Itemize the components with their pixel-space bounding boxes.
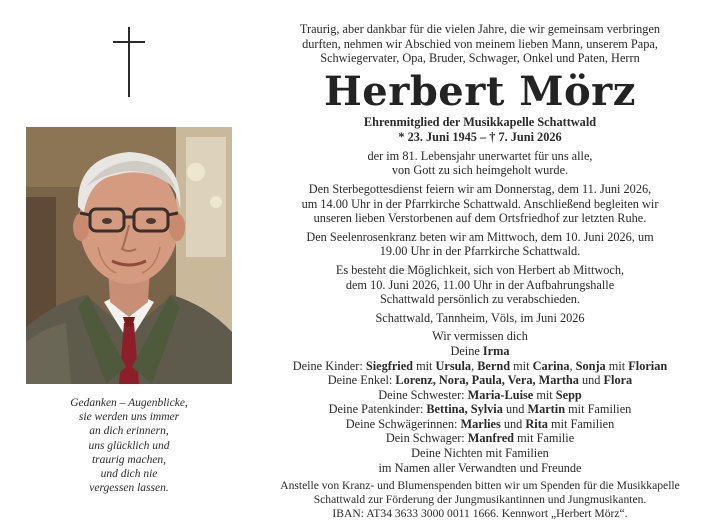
mourner-nieces: Deine Nichten mit Familien — [411, 446, 549, 461]
poem — [26, 396, 232, 495]
donation-text — [262, 479, 698, 521]
rosary-text — [262, 230, 698, 259]
mourners-intro: Wir vermissen dich — [432, 329, 528, 344]
mourner-grandchildren: Deine Enkel: Lorenz, Nora, Paula, Vera, Martha und Flora — [327, 373, 633, 388]
intro-text — [262, 22, 698, 66]
cross-icon — [113, 27, 145, 97]
mourners-list — [262, 329, 698, 475]
mourner-brother-in-law: Dein Schwager: Manfred mit Familie — [385, 431, 575, 446]
poem-line: und dich nie — [100, 468, 158, 481]
notice-text — [262, 22, 698, 521]
farewell-text — [262, 263, 698, 307]
funeral-line: unseren lieben Verstorbenen auf dem Ortsfriedhof zur letzten Ruhe. — [313, 211, 647, 226]
farewell-line: Es besteht die Möglichkeit, sich von Herbert ab Mittwoch, — [335, 262, 625, 277]
donation-line: Anstelle von Kranz- und Blumenspenden bitten wir um Spenden für die Musikkapelle — [280, 479, 680, 493]
farewell-line: Schattwald persönlich zu verabschieden. — [379, 292, 581, 307]
funeral-text — [262, 182, 698, 226]
mourner-relatives: im Namen aller Verwandten und Freunde — [378, 460, 582, 475]
mourner-godchildren: Deine Patenkinder: Bettina, Sylvia und Martin mit Familien — [328, 402, 632, 417]
place-date: Schattwald, Tannheim, Völs, im Juni 2026 — [375, 310, 585, 325]
portrait-photo — [26, 127, 232, 384]
rosary-line: Den Seelenrosenkranz beten wir am Mittwoch, dem 10. Juni 2026, um — [306, 229, 654, 244]
farewell-line: dem 10. Juni 2026, 11.00 Uhr in der Aufbahrungshalle — [345, 277, 615, 292]
life-dates: * 23. Juni 1945 – † 7. Juni 2026 — [398, 129, 562, 144]
poem-line: an dich erinnern, — [89, 425, 169, 438]
funeral-line: um 14.00 Uhr in der Pfarrkirche Schattwald. Anschließend begleiten wir — [301, 196, 659, 211]
funeral-line: Den Sterbegottesdienst feiern wir am Donnerstag, dem 11. Juni 2026, — [308, 181, 652, 196]
death-text — [262, 149, 698, 178]
donation-line: IBAN: AT34 3633 3000 0011 1666. Kennwort „Herbert Mörz“. — [332, 507, 628, 521]
intro-line: Schwiegervater, Opa, Bruder, Schwager, Onkel und Paten, Herrn — [320, 51, 640, 66]
poem-line: uns glücklich und — [88, 439, 170, 452]
deceased-name: Herbert Mörz — [324, 67, 636, 115]
poem-line: vergessen lassen. — [89, 482, 169, 495]
honorary-title: Ehrenmitglied der Musikkapelle Schattwald — [363, 114, 597, 129]
mourner-children: Deine Kinder: Siegfried mit Ursula, Bernd mit Carina, Sonja mit Florian — [292, 358, 668, 373]
donation-line: Schattwald zur Förderung der Jungmusikantinnen und Jungmusikanten. — [313, 493, 647, 507]
poem-line: Gedanken – Augenblicke, — [70, 397, 188, 409]
death-line: von Gott zu sich heimgeholt wurde. — [391, 163, 569, 178]
poem-line: traurig machen, — [91, 453, 167, 466]
intro-line: durften, nehmen wir Abschied von meinem lieben Mann, unserem Papa, — [302, 36, 658, 51]
rosary-line: 19.00 Uhr in der Pfarrkirche Schattwald. — [379, 244, 581, 259]
death-line: der im 81. Lebensjahr unerwartet für uns alle, — [367, 148, 593, 163]
mourner-sisters-in-law: Deine Schwägerinnen: Marlies und Rita mit Familien — [345, 416, 615, 431]
mourner-wife: Deine Irma — [450, 343, 510, 358]
poem-line: sie werden uns immer — [78, 411, 180, 424]
mourner-sister: Deine Schwester: Maria-Luise mit Sepp — [378, 387, 582, 402]
intro-line: Traurig, aber dankbar für die vielen Jahre, die wir gemeinsam verbringen — [299, 22, 661, 36]
